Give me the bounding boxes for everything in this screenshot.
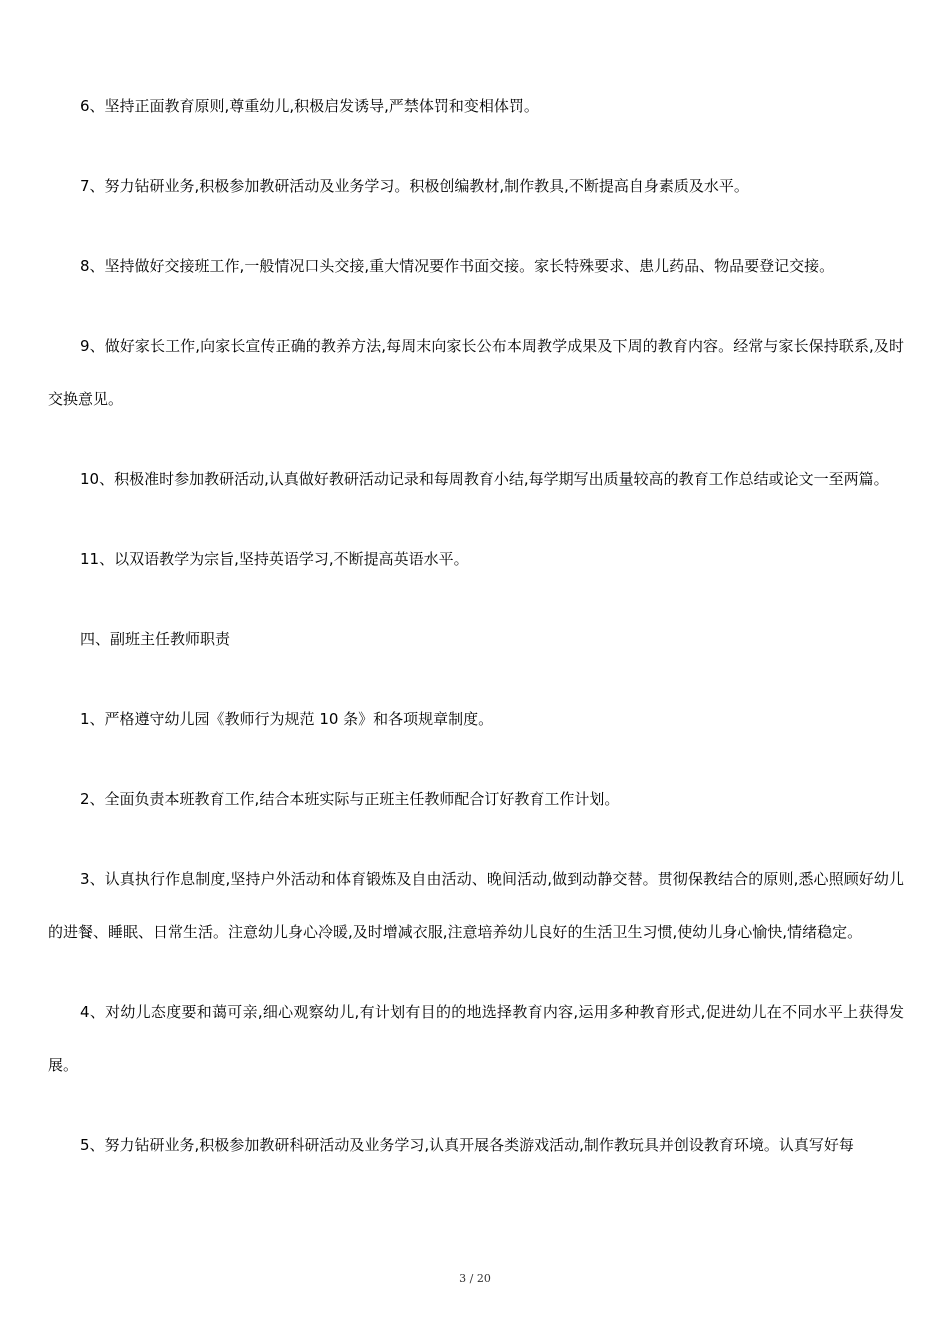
paragraph-item-10: 10、积极准时参加教研活动,认真做好教研活动记录和每周教育小结,每学期写出质量较高的教育工作总结或论文一至两篇。 (80, 470, 889, 488)
document-body (48, 80, 904, 1199)
section-heading: 四、副班主任教师职责 (80, 630, 231, 648)
duty-item-3: 3、认真执行作息制度,坚持户外活动和体育锻炼及自由活动、晚间活动,做到动静交替。贯彻保教结合的原则,悉心照顾好幼儿的进餐、睡眠、日常生活。注意幼儿身心冷暖,及时增减衣服,注意培养幼儿良好的生活卫生习惯,使幼儿身心愉快,情绪稳定。 (48, 870, 904, 941)
paragraph-item-11: 11、以双语教学为宗旨,坚持英语学习,不断提高英语水平。 (80, 550, 469, 568)
paragraph-item-9: 9、做好家长工作,向家长宣传正确的教养方法,每周末向家长公布本周教学成果及下周的教育内容。经常与家长保持联系,及时交换意见。 (48, 337, 904, 408)
duty-item-1: 1、严格遵守幼儿园《教师行为规范 10 条》和各项规章制度。 (80, 710, 494, 728)
paragraph-item-8: 8、坚持做好交接班工作,一般情况口头交接,重大情况要作书面交接。家长特殊要求、患儿药品、物品要登记交接。 (80, 257, 835, 275)
duty-item-2: 2、全面负责本班教育工作,结合本班实际与正班主任教师配合订好教育工作计划。 (80, 790, 620, 808)
page-number: 3 / 20 (459, 1272, 491, 1285)
duty-item-5: 5、努力钻研业务,积极参加教研科研活动及业务学习,认真开展各类游戏活动,制作教玩具并创设教育环境。认真写好每 (80, 1136, 854, 1154)
paragraph-item-7: 7、努力钻研业务,积极参加教研活动及业务学习。积极创编教材,制作教具,不断提高自身素质及水平。 (80, 177, 749, 195)
duty-item-4: 4、对幼儿态度要和蔼可亲,细心观察幼儿,有计划有目的的地选择教育内容,运用多种教育形式,促进幼儿在不同水平上获得发展。 (48, 1003, 904, 1074)
paragraph-item-6: 6、坚持正面教育原则,尊重幼儿,积极启发诱导,严禁体罚和变相体罚。 (80, 97, 539, 115)
